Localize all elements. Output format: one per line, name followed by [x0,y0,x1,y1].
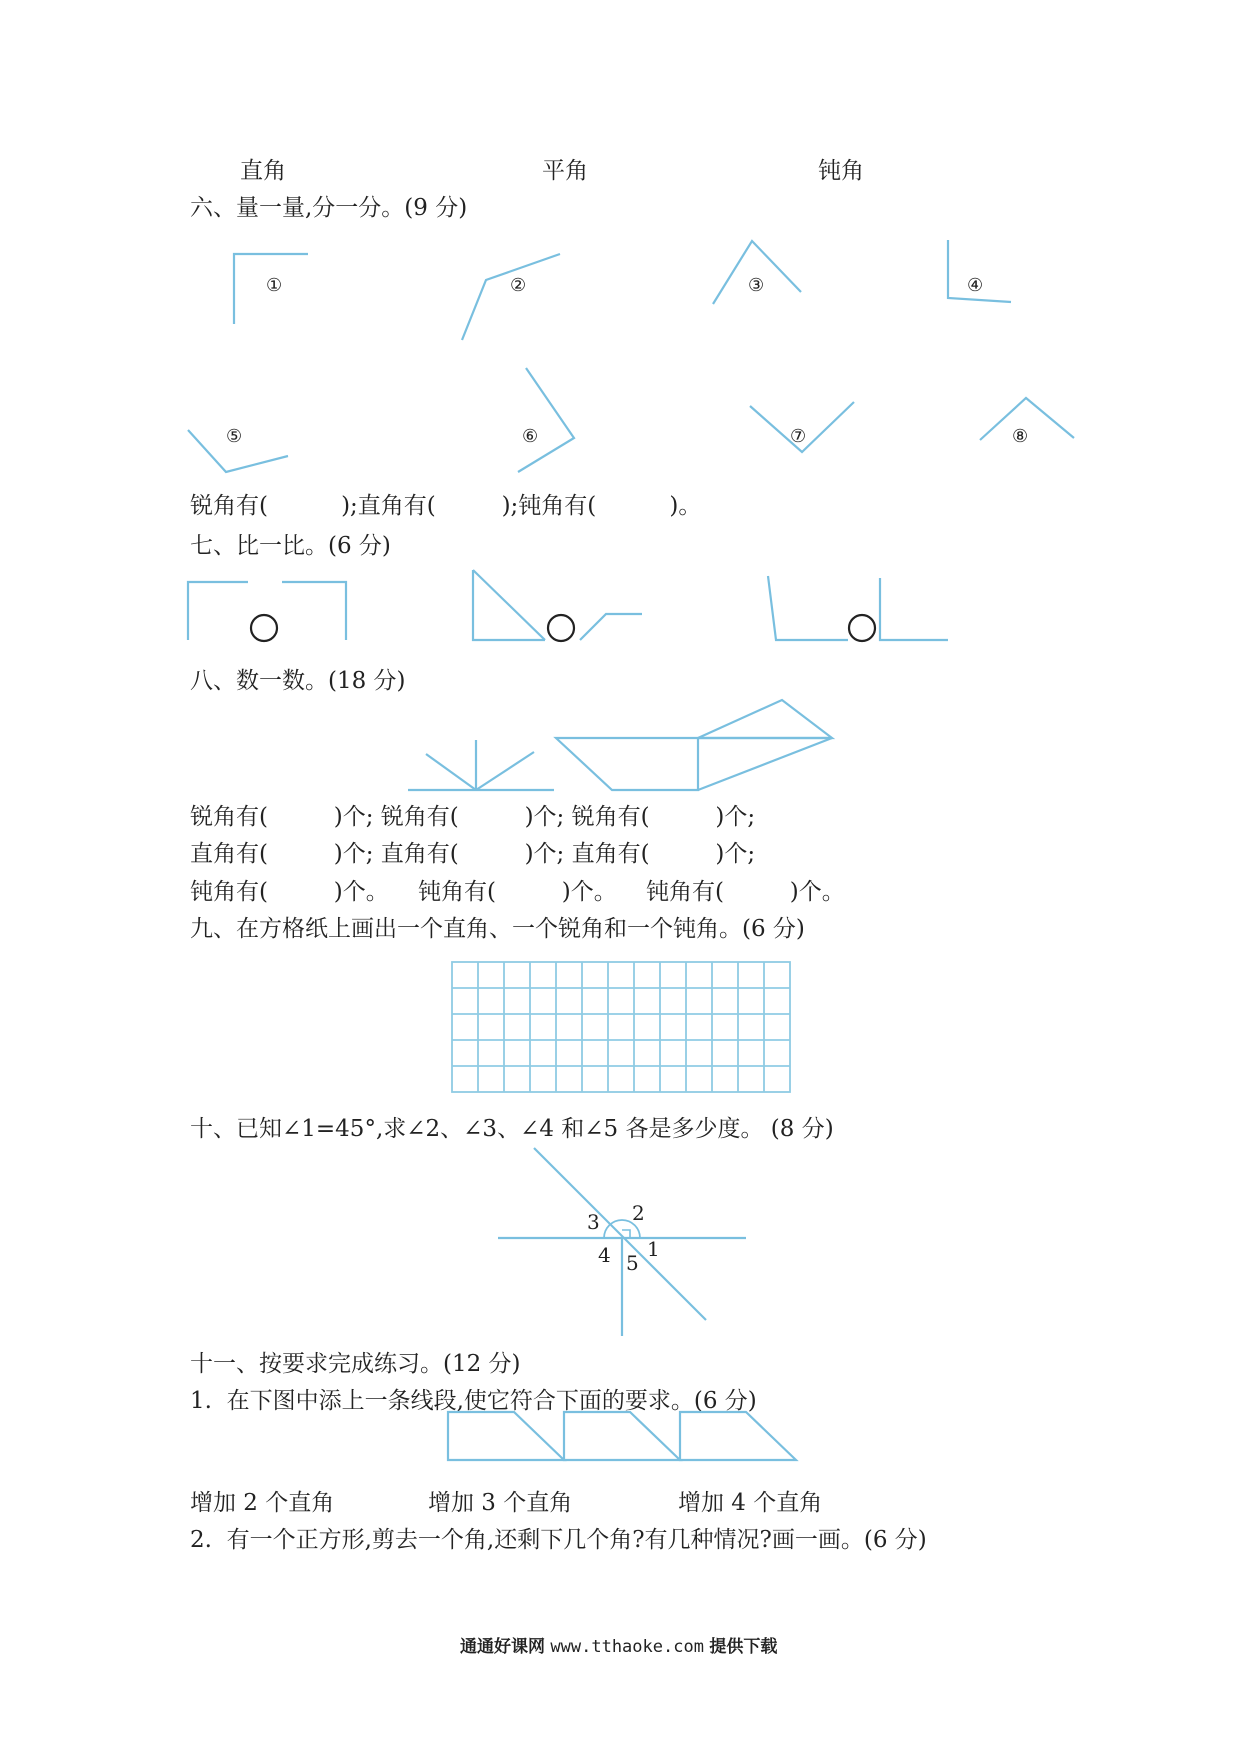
angle-4-mark: ④ [967,275,984,296]
footer-brand: 通通好课网 [460,1637,545,1657]
angle-label-5: 5 [626,1251,639,1275]
angle-1-mark: ① [266,275,283,296]
compare-circle-3[interactable] [849,615,875,641]
grid-paper[interactable] [452,962,790,1092]
footer-url[interactable]: www.tthaoke.com [550,1637,704,1657]
q8-title: 八、数一数。(18 分) [190,668,406,694]
footer [460,1632,777,1657]
trapezoid-1[interactable] [448,1412,564,1460]
angle-5 [188,426,288,472]
angle-2-mark: ② [510,275,527,296]
angle-3-mark: ③ [748,275,765,296]
angle-label-3: 3 [587,1210,600,1234]
angle-intersection-figure [498,1148,746,1336]
angle-label-4: 4 [598,1243,611,1267]
angle-8-mark: ⑧ [1012,426,1029,447]
q10-title: 十、已知∠1=45°,求∠2、∠3、∠4 和∠5 各是多少度。 (8 分) [190,1116,834,1142]
q11-title: 十一、按要求完成练习。(12 分) [190,1351,521,1377]
q11-req-2: 增加 2 个直角 [190,1490,335,1516]
q11-req-3: 增加 3 个直角 [428,1490,573,1516]
angle-4 [948,240,1011,302]
compare-circle-2[interactable] [548,615,574,641]
q11-req-4: 增加 4 个直角 [678,1490,823,1516]
angle-1 [234,254,308,324]
q8-line3: 钝角有( )个。 钝角有( )个。 钝角有( )个。 [190,879,845,905]
q11-sub2: 2. 有一个正方形,剪去一个角,还剩下几个角?有几种情况?画一画。(6 分) [190,1527,927,1553]
q6-title: 六、量一量,分一分。(9 分) [190,195,468,221]
count-fan-figure [408,740,554,790]
angle-6-mark: ⑥ [522,426,539,447]
angle-7-mark: ⑦ [790,426,807,447]
angle-7 [750,402,854,452]
q7-title: 七、比一比。(6 分) [190,533,391,559]
angle-label-1: 1 [647,1237,660,1261]
q6-answer-line: 锐角有( );直角有( );钝角有( )。 [190,493,702,519]
label-right-angle: 直角 [240,158,286,184]
compare-pair-3 [768,576,948,641]
q8-line1: 锐角有( )个; 锐角有( )个; 锐角有( )个; [190,804,756,830]
q9-title: 九、在方格纸上画出一个直角、一个锐角和一个钝角。(6 分) [190,916,805,942]
compare-circle-1[interactable] [251,615,277,641]
angle-8 [980,398,1074,447]
angle-6 [518,368,574,472]
q8-line2: 直角有( )个; 直角有( )个; 直角有( )个; [190,841,756,867]
compare-pair-1 [188,582,346,641]
label-straight-angle: 平角 [542,158,588,184]
q11-sub1: 1. 在下图中添上一条线段,使它符合下面的要求。(6 分) [190,1388,757,1414]
angle-2 [462,254,560,340]
count-quad-figure [556,700,832,790]
trapezoid-3[interactable] [680,1412,796,1460]
compare-pair-2 [473,570,642,641]
angle-label-2: 2 [632,1201,645,1225]
angle-3 [713,241,801,304]
footer-suffix: 提供下载 [709,1637,778,1657]
label-obtuse-angle: 钝角 [818,158,864,184]
angle-5-mark: ⑤ [226,426,243,447]
trapezoid-2[interactable] [564,1412,680,1460]
